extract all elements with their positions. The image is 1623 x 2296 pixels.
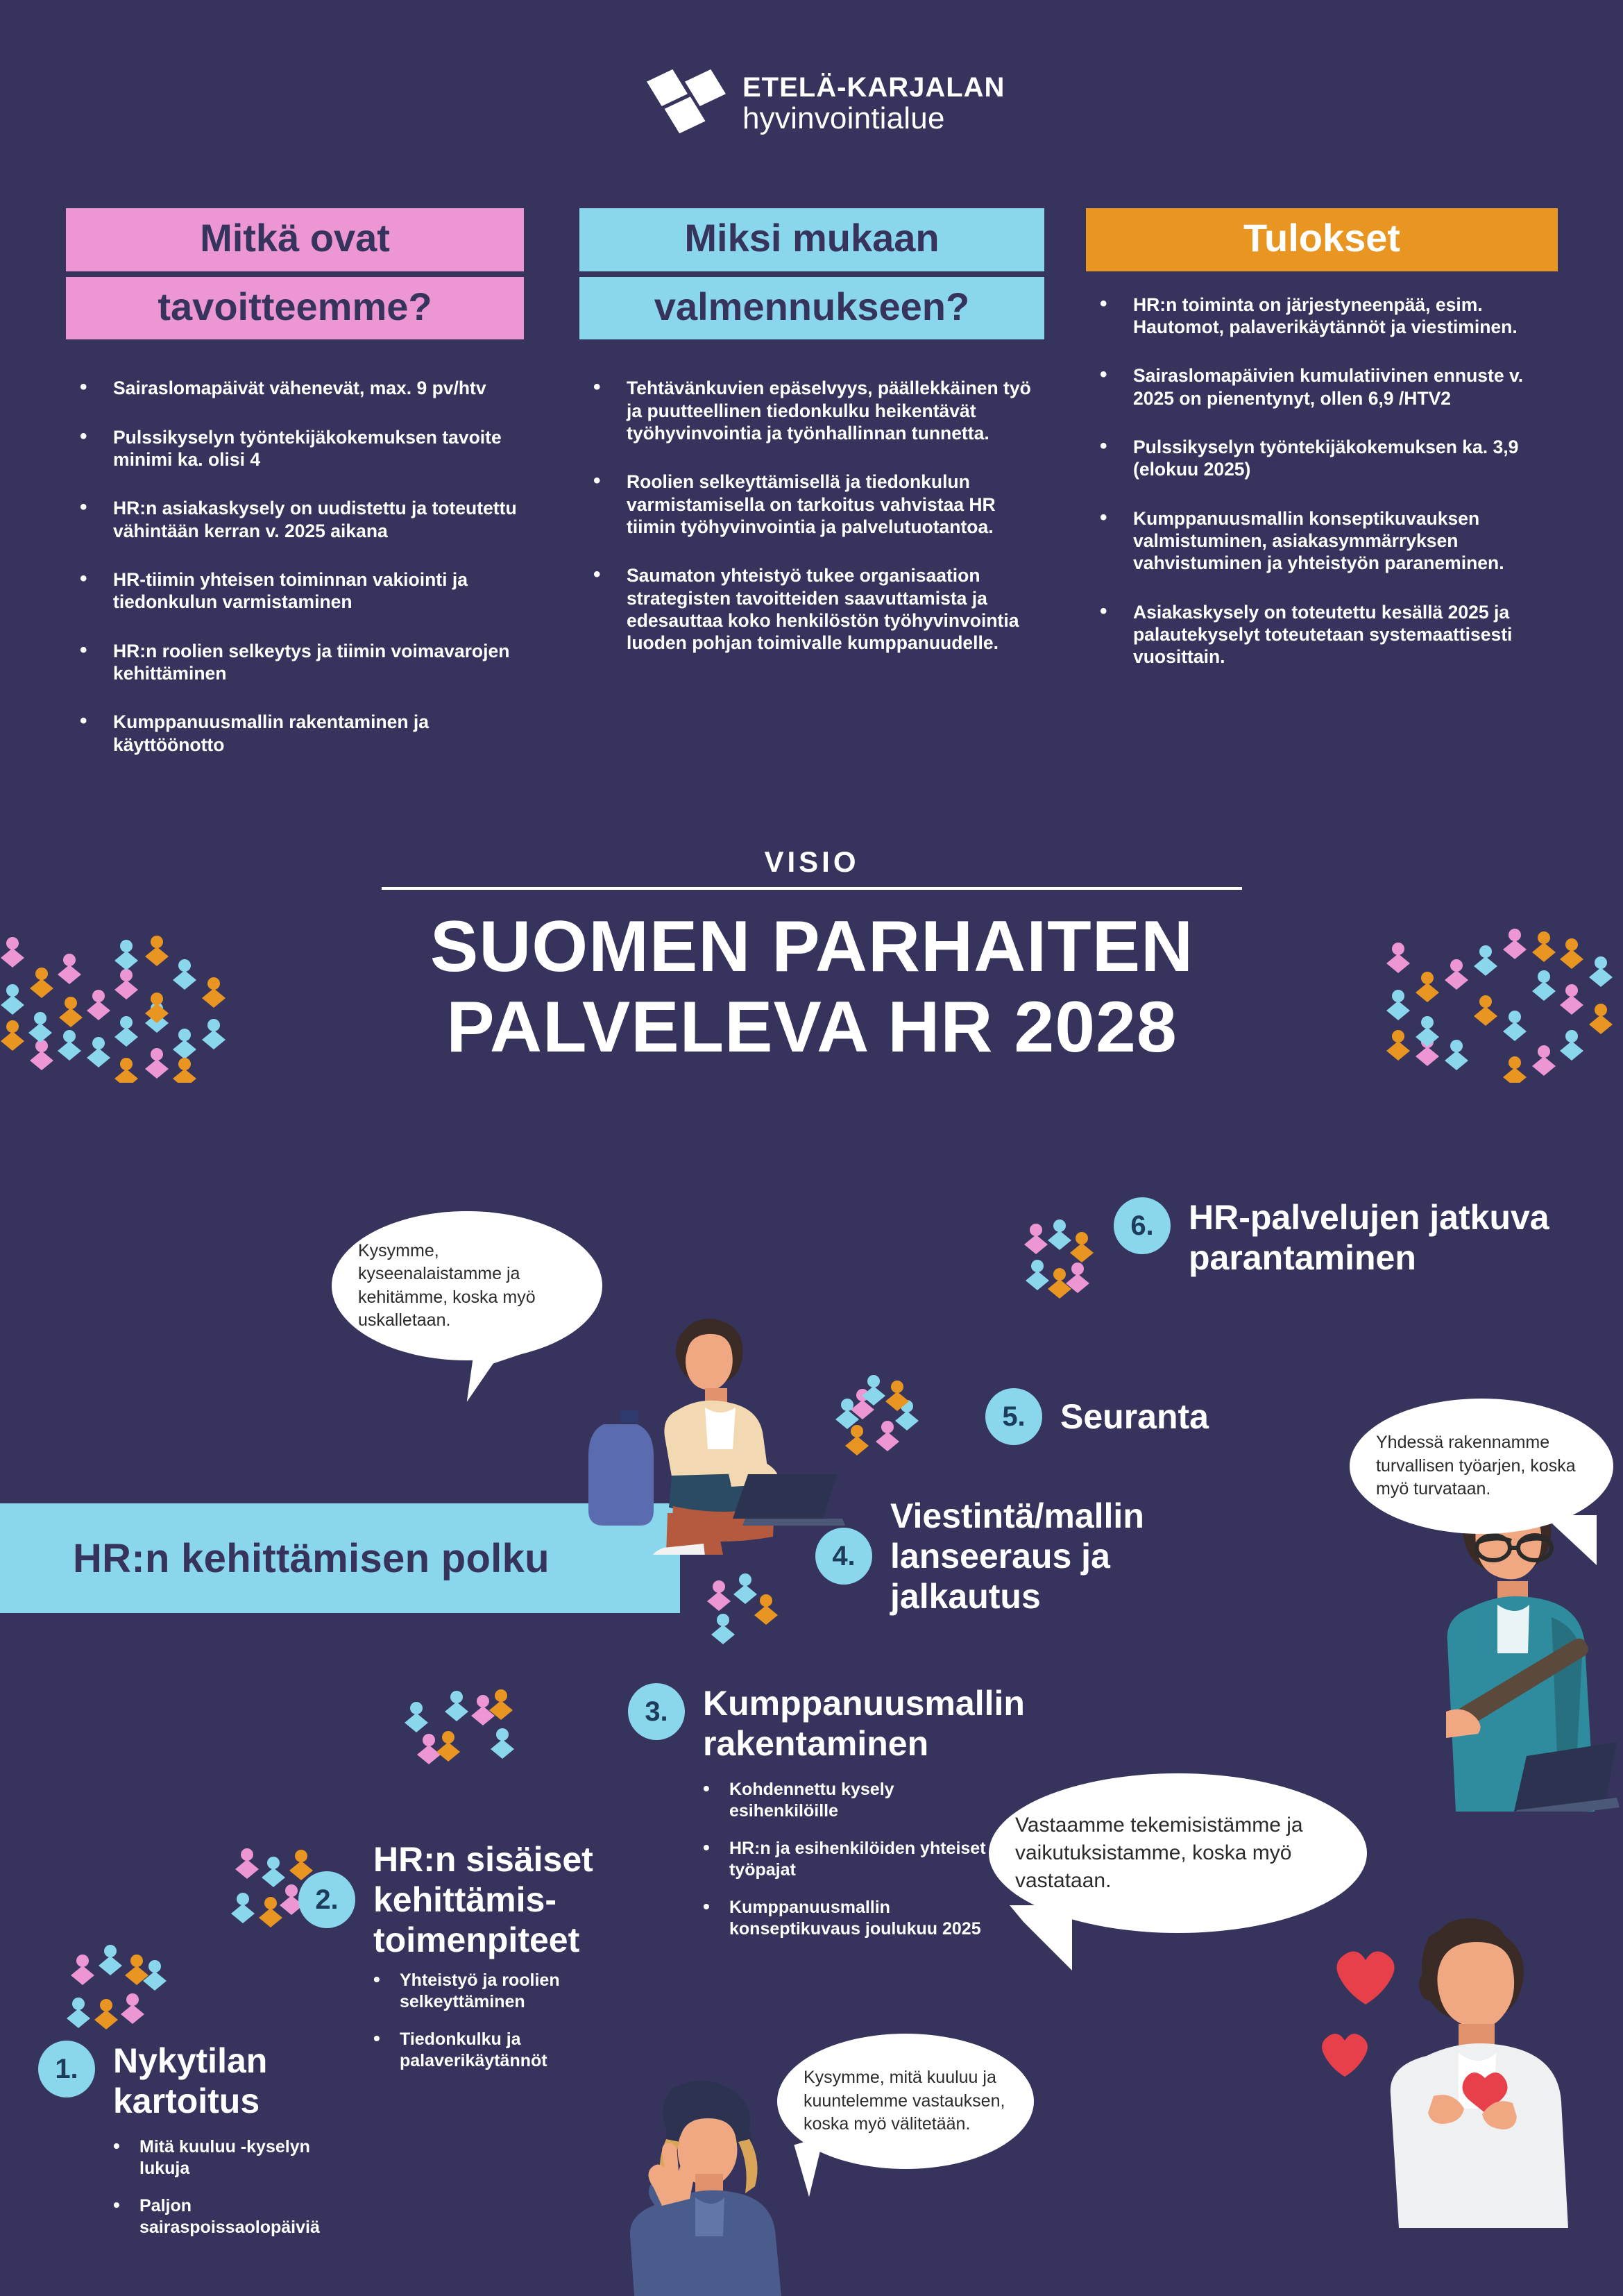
list-item: • Yhteistyö ja roolien selkeyttäminen	[361, 1970, 590, 2012]
heading-line-1: Tulokset	[1086, 208, 1558, 271]
step-title: Nykytilan kartoitus	[113, 2041, 268, 2120]
step-title: Kumppanuusmallin rakentaminen	[703, 1684, 1025, 1763]
column-miksi-heading	[579, 208, 1044, 339]
bubble-text: Vastaamme tekemisistämme ja vaikutuksistamme, koska myö vastataan.	[1015, 1813, 1303, 1893]
step-2-sublist	[361, 1970, 590, 2071]
column-miksi-list	[579, 377, 1044, 654]
bubble-tail-icon	[1544, 1515, 1597, 1565]
step-number-badge: 4.	[815, 1528, 872, 1585]
step-1-sublist	[101, 2136, 330, 2238]
list-item: • Kumppanuusmallin konseptikuvaus joulukuu 2025	[690, 1897, 996, 1939]
bubble-text: Kysymme, mitä kuuluu ja kuuntelemme vastauksen, koska myö välitetään.	[804, 2068, 1005, 2134]
list-item: • Pulssikyselyn työntekijäkokemuksen tavoite minimi ka. olisi 4	[66, 426, 524, 471]
confetti-people-right	[1370, 902, 1623, 1083]
vision-divider	[382, 887, 1242, 890]
list-item: • Paljon sairaspoissaolopäiviä	[101, 2195, 330, 2238]
list-item: • HR:n toiminta on järjestyneenpää, esim. Hautomot, palaverikäytännöt ja viestiminen.	[1086, 294, 1558, 339]
path-banner-label: HR:n kehittämisen polku	[73, 1535, 550, 1581]
path-step-6	[1114, 1197, 1623, 1278]
confetti-people-mid-6	[52, 1936, 184, 2041]
list-item: • Tiedonkulku ja palaverikäytännöt	[361, 2029, 590, 2071]
column-miksi	[579, 208, 1044, 681]
brand-name-line2: hyvinvointialue	[742, 101, 945, 136]
column-tulokset	[1086, 208, 1558, 695]
list-item: • HR:n asiakaskysely on uudistettu ja toteutettu vähintään kerran v. 2025 aikana	[66, 497, 524, 542]
list-item: • Kumppanuusmallin rakentaminen ja käyttöönotto	[66, 711, 524, 756]
heading-line-2: tavoitteemme?	[66, 277, 524, 340]
list-item: • Kohdennettu kysely esihenkilöille	[690, 1779, 996, 1821]
bubble-turvataan	[1350, 1399, 1613, 1534]
confetti-people-mid-4	[396, 1680, 534, 1777]
list-item: • HR:n ja esihenkilöiden yhteiset työpajat	[690, 1838, 996, 1880]
heading-line-2: valmennukseen?	[579, 277, 1044, 340]
path-step-1	[38, 2041, 330, 2254]
bubble-tail-icon	[467, 1347, 522, 1409]
illustration-person-with-hearts	[1298, 1895, 1589, 2231]
bubble-uskalletaan	[332, 1211, 602, 1360]
path-step-2	[298, 1839, 602, 2088]
illustration-person-waving	[590, 2068, 798, 2296]
confetti-people-left	[0, 902, 257, 1083]
step-number-badge: 2.	[298, 1871, 355, 1928]
list-item: • Pulssikyselyn työntekijäkokemuksen ka. 3,9 (elokuu 2025)	[1086, 436, 1558, 481]
confetti-people-mid-3	[694, 1565, 798, 1648]
list-item: • Roolien selkeyttämisellä ja tiedonkulun varmistamisella on tarkoitus vahvistaa HR tiimin työhyvinvointia ja palvelutuotantoa.	[579, 471, 1044, 538]
column-tavoitteet-list	[66, 377, 524, 756]
bubble-text: Kysymme, kyseenalaistamme ja kehitämme, koska myö uskalletaan.	[358, 1240, 536, 1330]
bubble-text: Yhdessä rakennamme turvallisen työarjen, koska myö turvataan.	[1376, 1433, 1576, 1499]
list-item: • Asiakaskysely on toteutettu kesällä 2025 ja palautekyselyt toteutetaan systemaattisesti vuosittain.	[1086, 601, 1558, 668]
column-tavoitteet	[66, 208, 524, 782]
vision-label: VISIO	[764, 845, 860, 878]
illustration-person-with-laptop	[576, 1277, 867, 1558]
step-number-badge: 5.	[985, 1388, 1042, 1445]
bubble-tail-icon	[1010, 1905, 1072, 1970]
step-title: Seuranta	[1060, 1397, 1209, 1436]
list-item: • HR-tiimin yhteisen toiminnan vakiointi ja tiedonkulun varmistaminen	[66, 568, 524, 614]
path-step-5	[985, 1388, 1209, 1445]
list-item: • Sairaslomapäivät vähenevät, max. 9 pv/htv	[66, 377, 524, 399]
confetti-people-mid-1	[1010, 1211, 1121, 1301]
list-item: • Sairaslomapäivien kumulatiivinen ennuste v. 2025 on pienentynyt, ollen 6,9 /HTV2	[1086, 364, 1558, 410]
bubble-valitetaan	[777, 2034, 1034, 2169]
step-3-sublist	[690, 1779, 996, 1939]
path-step-3	[628, 1683, 1057, 1956]
list-item: • Mitä kuuluu -kyselyn lukuja	[101, 2136, 330, 2179]
bubble-vastataan	[989, 1773, 1367, 1933]
step-title: HR-palvelujen jatkuva parantaminen	[1189, 1198, 1549, 1277]
step-number-badge: 6.	[1114, 1197, 1171, 1254]
bubble-tail-icon	[794, 2133, 851, 2197]
step-title: Viestintä/mallin lanseeraus ja jalkautus	[890, 1496, 1144, 1616]
step-title: HR:n sisäiset kehittämis-toimenpiteet	[373, 1840, 593, 1959]
step-number-badge: 3.	[628, 1683, 685, 1740]
brand-logo	[645, 67, 1005, 142]
list-item: • Saumaton yhteistyö tukee organisaation strategisten tavoitteiden saavuttamista ja edesauttaa koko henkilöstön työhyvinvointia luoden pohjan toimivalle kumppanuudelle.	[579, 564, 1044, 654]
step-number-badge: 1.	[38, 2041, 95, 2097]
column-tavoitteet-heading	[66, 208, 524, 339]
vision-title-line2: PALVELEVA HR 2028	[446, 987, 1178, 1068]
etela-karjalan-logo-icon	[645, 67, 727, 142]
list-item: • Tehtävänkuvien epäselvyys, päällekkäinen työ ja puutteellinen tiedonkulku heikentävät työhyvinvointia ja työnhallinnan tunnetta.	[579, 377, 1044, 444]
column-tulokset-heading	[1086, 208, 1558, 271]
path-step-4	[815, 1496, 1182, 1617]
list-item: • HR:n roolien selkeytys ja tiimin voimavarojen kehittäminen	[66, 640, 524, 685]
list-item: • Kumppanuusmallin konseptikuvauksen valmistuminen, asiakasymmärryksen vahvistuminen ja yhteistyön paraneminen.	[1086, 507, 1558, 575]
brand-name-line1: ETELÄ-KARJALAN	[742, 72, 1005, 103]
vision-title-line1: SUOMEN PARHAITEN	[430, 906, 1194, 987]
column-tulokset-list	[1086, 294, 1558, 668]
heading-line-1: Miksi mukaan	[579, 208, 1044, 271]
vision-block	[326, 845, 1298, 1068]
heading-line-1: Mitkä ovat	[66, 208, 524, 271]
